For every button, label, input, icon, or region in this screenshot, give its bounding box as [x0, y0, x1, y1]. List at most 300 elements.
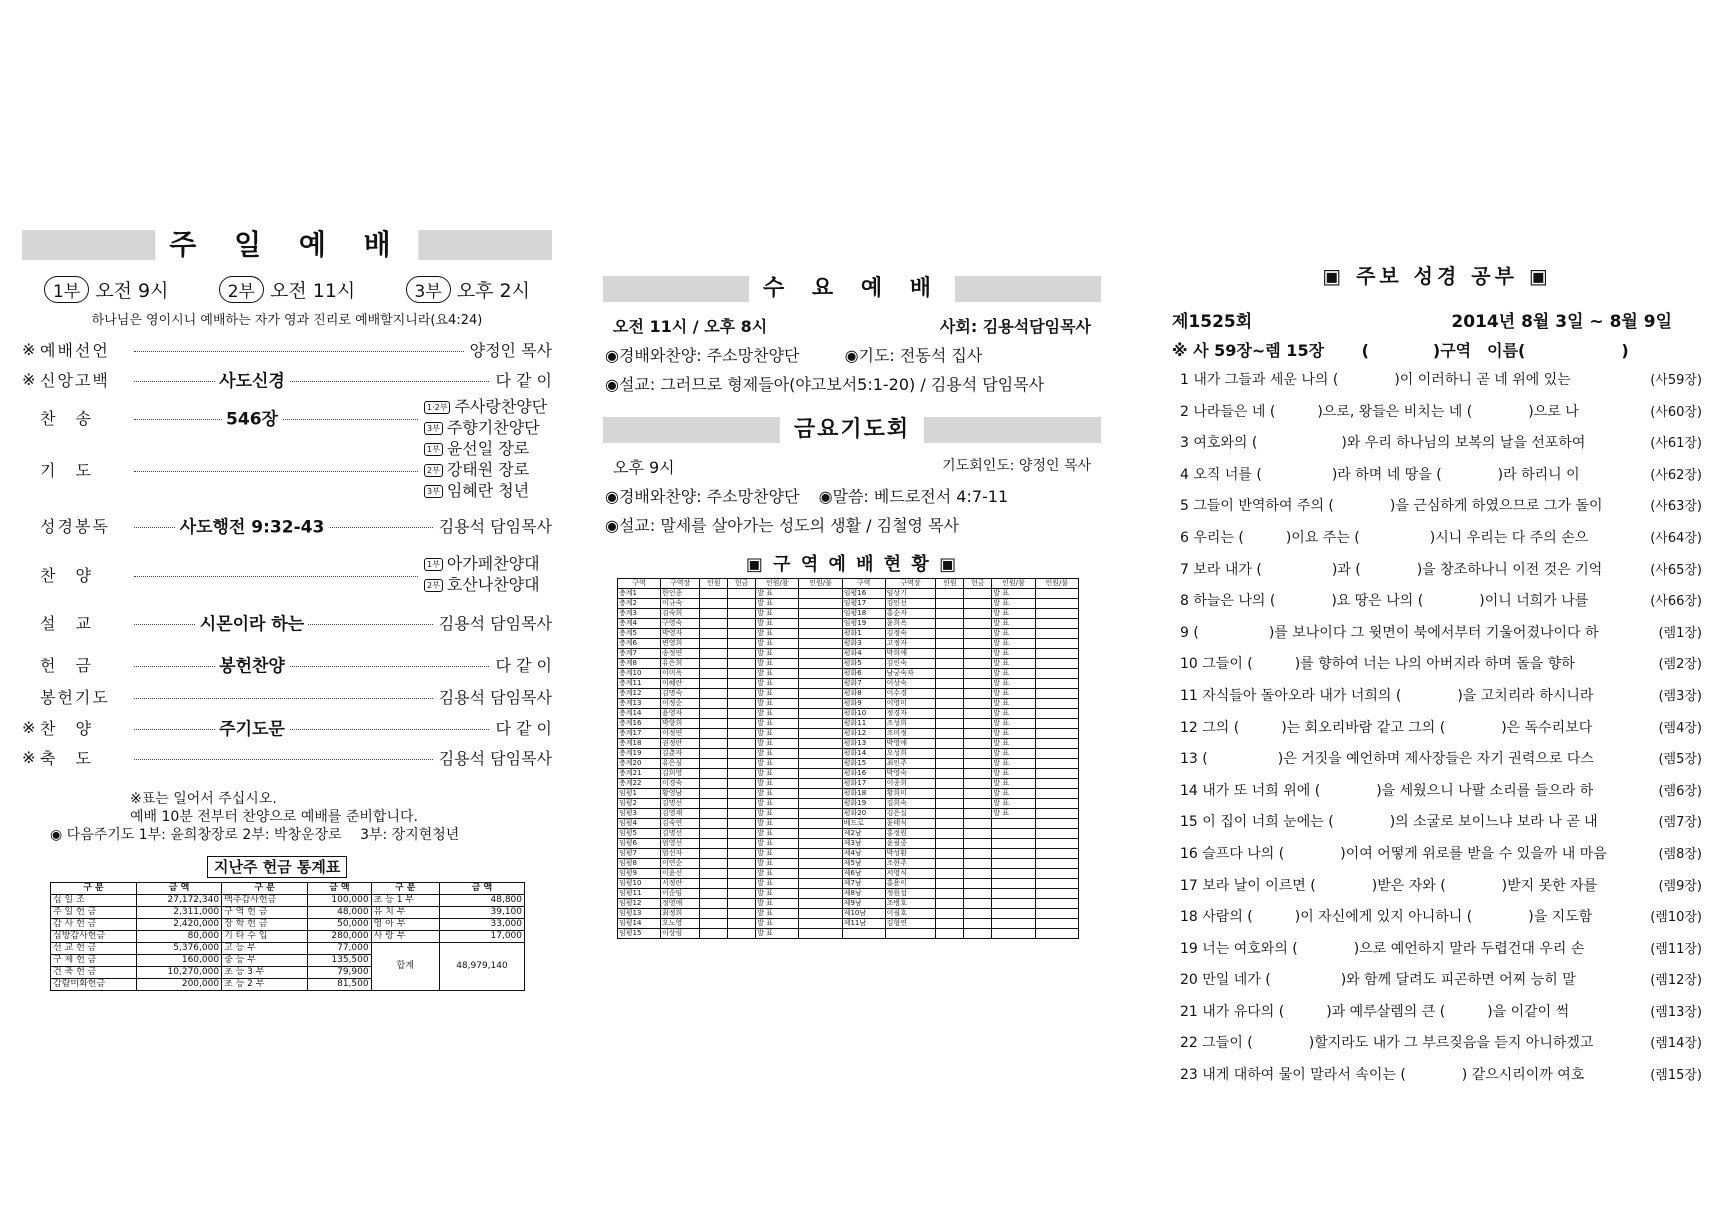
district-mark: 발 표: [756, 749, 799, 759]
district-row: [618, 629, 1079, 639]
district-offering: [728, 649, 756, 659]
district-count: [700, 719, 728, 729]
service-tag: 1부: [44, 276, 89, 303]
district-leader: 이미옥: [660, 669, 699, 679]
district-mark: 발 표: [756, 819, 799, 829]
district-offering: [964, 899, 992, 909]
question-reference: (렘5장): [1658, 752, 1702, 768]
district-count: [936, 589, 964, 599]
study-question: [1172, 491, 1702, 523]
district-count: [700, 759, 728, 769]
district-name: 충계20: [618, 759, 661, 769]
district-mark: 발 표: [992, 729, 1035, 739]
district-offering: [728, 759, 756, 769]
district-leader: 김희숙: [885, 799, 936, 809]
district-name: 임평6: [618, 839, 661, 849]
question-text: 4 오직 너를 ( )라 하며 네 땅을 ( )라 하리니 이: [1180, 466, 1580, 483]
district-leader: 김명숙: [660, 689, 699, 699]
district-header: 인원/불: [1035, 579, 1078, 589]
district-absent: [799, 599, 842, 609]
district-count: [700, 689, 728, 699]
question-text: 9 ( )를 보나이다 그 윗면이 북에서부터 기울어졌나이다 하: [1180, 624, 1599, 641]
district-offering: [964, 589, 992, 599]
note-standing: ※표는 일어서 주십시오.: [130, 791, 277, 807]
order-item-name: 성경봉독: [40, 516, 110, 536]
district-offering: [964, 679, 992, 689]
district-offering: [728, 829, 756, 839]
district-leader: 고정자: [885, 639, 936, 649]
study-question: [1172, 1060, 1702, 1092]
district-count: [936, 669, 964, 679]
district-name: 충계19: [618, 749, 661, 759]
study-question: [1172, 681, 1702, 713]
district-leader: 엄선자: [660, 849, 699, 859]
service-badge: 1·2부: [424, 401, 450, 414]
district-count: [700, 729, 728, 739]
question-reference: (렘4장): [1658, 720, 1702, 736]
district-leader: 김영재: [660, 809, 699, 819]
district-offering: [964, 839, 992, 849]
district-name: 임평4: [618, 819, 661, 829]
question-text: 15 이 집이 너희 눈에는 ( )의 소굴로 보이느냐 보라 나 곧 내: [1180, 814, 1598, 831]
question-reference: (렘12장): [1650, 973, 1702, 989]
district-offering: [728, 589, 756, 599]
district-absent: [799, 769, 842, 779]
district-absent: [1035, 729, 1078, 739]
question-reference: (사60장): [1650, 404, 1702, 420]
order-item: [22, 596, 552, 648]
district-name: 평화4: [842, 649, 885, 659]
question-text: 16 슬프다 나의 ( )이여 어떻게 위로를 받을 수 있을까 내 마음: [1180, 845, 1607, 862]
district-absent: [799, 729, 842, 739]
district-name: 평화14: [842, 749, 885, 759]
district-absent: [799, 799, 842, 809]
district-offering: [964, 749, 992, 759]
question-reference: (렘2장): [1658, 657, 1702, 673]
service-badge: 3부: [424, 485, 443, 498]
district-row: [618, 679, 1079, 689]
district-row: [618, 839, 1079, 849]
offering-row: [51, 943, 525, 955]
district-mark: 발 표: [992, 769, 1035, 779]
district-leader: 조한주: [885, 859, 936, 869]
district-leader: 홍순자: [885, 609, 936, 619]
question-reference: (렘1장): [1658, 625, 1702, 641]
offering-cell: 81,500: [308, 979, 372, 991]
district-offering: [964, 799, 992, 809]
district-leader: 정영애: [660, 899, 699, 909]
district-header: 인원: [936, 579, 964, 589]
district-count: [936, 749, 964, 759]
district-mark: [992, 919, 1035, 929]
district-absent: [1035, 819, 1078, 829]
order-item-name: 예배선언: [40, 340, 110, 360]
district-name: 충계17: [618, 729, 661, 739]
district-name: 충계12: [618, 689, 661, 699]
district-leader: 송정연: [660, 649, 699, 659]
order-item-leader: [424, 553, 552, 595]
offering-cell: 기 타 수 입: [222, 931, 308, 943]
district-row: [618, 899, 1079, 909]
district-row: [618, 859, 1079, 869]
district-offering: [964, 649, 992, 659]
district-absent: [799, 619, 842, 629]
district-absent: [799, 609, 842, 619]
district-count: [700, 859, 728, 869]
question-text: 10 그들이 ( )를 향하여 너는 나의 아버지라 하며 돌을 향하: [1180, 656, 1575, 673]
district-empty: [1035, 929, 1078, 939]
district-name: 평화6: [842, 669, 885, 679]
offering-cell: 77,000: [308, 943, 372, 955]
offering-cell: 장 학 헌 금: [222, 919, 308, 931]
order-item-name: 신앙고백: [40, 370, 110, 390]
order-item-leader: 다 같 이: [495, 718, 552, 738]
order-item-name: 기 도: [40, 460, 93, 480]
district-count: [936, 919, 964, 929]
wednesday-title-bar: [603, 276, 1101, 302]
district-offering: [964, 609, 992, 619]
offering-cell: 2,420,000: [137, 919, 222, 931]
district-row: [618, 869, 1079, 879]
district-name: 베드로: [842, 819, 885, 829]
offering-cell: 50,000: [308, 919, 372, 931]
district-offering: [964, 629, 992, 639]
district-name: 평화20: [842, 809, 885, 819]
question-text: 19 너는 여호와의 ( )으로 예언하지 말라 두렵건대 우리 손: [1180, 940, 1585, 957]
district-row: [618, 879, 1079, 889]
offering-cell: 79,900: [308, 967, 372, 979]
leader-dots: [134, 759, 433, 760]
district-header: 구역장: [885, 579, 936, 589]
district-count: [936, 879, 964, 889]
district-header: 구역: [618, 579, 661, 589]
district-name: 제8남: [842, 889, 885, 899]
study-question: [1172, 365, 1702, 397]
offering-cell: 10,270,000: [137, 967, 222, 979]
district-name: 임평2: [618, 799, 661, 809]
order-item-content: 봉헌찬양: [215, 652, 289, 677]
district-offering: [728, 679, 756, 689]
district-absent: [1035, 689, 1078, 699]
district-row: [618, 789, 1079, 799]
order-item-leader: 김용석 담임목사: [438, 516, 552, 536]
district-offering: [964, 779, 992, 789]
district-offering: [964, 919, 992, 929]
district-leader: 이필호: [885, 909, 936, 919]
district-leader: 이종희: [885, 779, 936, 789]
offering-cell: 심방감사헌금: [51, 931, 137, 943]
district-count: [700, 929, 728, 939]
district-mark: 발 표: [756, 829, 799, 839]
district-absent: [799, 889, 842, 899]
order-item-leader: 다 같 이: [495, 370, 552, 390]
district-row: [618, 889, 1079, 899]
offering-cell: 선 교 헌 금: [51, 943, 137, 955]
question-reference: (사62장): [1650, 467, 1702, 483]
offering-cell: 십 일 조: [51, 895, 137, 907]
district-row: [618, 769, 1079, 779]
friday-title: 금요기도회: [780, 415, 924, 445]
district-offering: [964, 849, 992, 859]
district-absent: [799, 719, 842, 729]
district-leader: 이연순: [660, 859, 699, 869]
district-count: [936, 869, 964, 879]
district-mark: [992, 879, 1035, 889]
district-absent: [1035, 789, 1078, 799]
district-name: 제4남: [842, 849, 885, 859]
district-mark: 발 표: [992, 599, 1035, 609]
district-leader: 최정희: [660, 909, 699, 919]
district-leader: 변영희: [660, 639, 699, 649]
district-name: 평화16: [842, 769, 885, 779]
study-question: [1172, 649, 1702, 681]
district-name: 임평15: [618, 929, 661, 939]
district-mark: 발 표: [992, 789, 1035, 799]
district-row: [618, 669, 1079, 679]
district-absent: [799, 779, 842, 789]
district-offering: [728, 789, 756, 799]
district-row: [618, 719, 1079, 729]
district-offering: [964, 599, 992, 609]
district-leader: 김명선: [660, 799, 699, 809]
question-reference: (사59장): [1650, 373, 1702, 388]
offering-cell: 17,000: [439, 931, 524, 943]
district-name: 충계7: [618, 649, 661, 659]
district-absent: [799, 839, 842, 849]
district-offering: [728, 869, 756, 879]
district-count: [936, 639, 964, 649]
district-name: 제7남: [842, 879, 885, 889]
district-absent: [799, 879, 842, 889]
district-absent: [799, 659, 842, 669]
offering-cell: 고 등 부: [222, 943, 308, 955]
district-count: [700, 739, 728, 749]
district-count: [936, 819, 964, 829]
district-absent: [799, 819, 842, 829]
district-mark: 발 표: [756, 619, 799, 629]
district-name: 평화7: [842, 679, 885, 689]
question-text: 2 나라들은 네 ( )으로, 왕들은 비치는 네 ( )으로 나: [1180, 403, 1579, 420]
study-question: [1172, 586, 1702, 618]
question-text: 13 ( )은 거짓을 예언하며 제사장들은 자기 권력으로 다스: [1180, 751, 1594, 768]
district-name: 평화17: [842, 779, 885, 789]
district-name: 임평10: [618, 879, 661, 889]
service-times: [22, 276, 552, 303]
district-mark: [992, 839, 1035, 849]
notes: [22, 790, 552, 826]
district-offering: [964, 859, 992, 869]
district-count: [700, 799, 728, 809]
friday-sermon: ◉설교: 말세를 살아가는 성도의 생활 / 김철영 목사: [605, 516, 960, 535]
district-absent: [799, 689, 842, 699]
district-name: 임평14: [618, 919, 661, 929]
district-count: [936, 759, 964, 769]
wednesday-host: 사회: 김용석담임목사: [939, 317, 1091, 336]
district-absent: [1035, 849, 1078, 859]
district-mark: 발 표: [992, 619, 1035, 629]
offering-cell: 5,376,000: [137, 943, 222, 955]
question-list: [1172, 365, 1702, 1092]
district-row: [618, 849, 1079, 859]
order-item-name: 봉헌기도: [40, 687, 110, 707]
district-leader: 한인종: [660, 589, 699, 599]
question-text: 1 내가 그들과 세운 나의 ( )이 이러하니 곧 네 위에 있는: [1180, 372, 1571, 388]
order-item-leader: [424, 438, 552, 501]
district-absent: [799, 909, 842, 919]
district-name: 임평17: [842, 599, 885, 609]
district-offering: [964, 869, 992, 879]
district-mark: 발 표: [756, 739, 799, 749]
district-row: [618, 619, 1079, 629]
question-text: 22 그들이 ( )할지라도 내가 그 부르짖음을 듣지 아니하겠고: [1180, 1035, 1594, 1052]
district-mark: 발 표: [756, 889, 799, 899]
offering-total-cell: 합계: [371, 943, 439, 991]
district-offering: [728, 819, 756, 829]
district-name: 제5남: [842, 859, 885, 869]
district-leader: 이상림: [660, 929, 699, 939]
order-item-leader: [424, 396, 552, 438]
district-offering: [728, 799, 756, 809]
question-text: 8 하늘은 나의 ( )요 땅은 나의 ( )이니 너희가 나를: [1180, 593, 1589, 610]
service-badge: 1부: [424, 558, 443, 571]
offering-header: 구 분: [371, 883, 439, 895]
stand-mark: ※: [22, 717, 36, 737]
service-time-label: 오후 2시: [456, 280, 530, 302]
study-question: [1172, 713, 1702, 745]
district-row: [618, 639, 1079, 649]
district-count: [700, 769, 728, 779]
district-absent: [799, 669, 842, 679]
district-absent: [1035, 609, 1078, 619]
offering-cell: 구 제 헌 금: [51, 955, 137, 967]
district-absent: [1035, 659, 1078, 669]
study-question: [1172, 839, 1702, 871]
district-empty: [936, 929, 964, 939]
district-offering: [964, 829, 992, 839]
district-leader: 정원섭: [885, 889, 936, 899]
district-mark: 발 표: [756, 609, 799, 619]
district-offering: [964, 709, 992, 719]
district-leader: 김춘자: [660, 749, 699, 759]
district-name: 평화11: [842, 719, 885, 729]
district-count: [936, 899, 964, 909]
district-count: [700, 789, 728, 799]
district-offering: [964, 699, 992, 709]
service-tag: 3부: [406, 276, 451, 303]
district-absent: [799, 869, 842, 879]
offering-cell: 33,000: [439, 919, 524, 931]
district-mark: 발 표: [756, 859, 799, 869]
district-mark: 발 표: [992, 749, 1035, 759]
district-absent: [1035, 719, 1078, 729]
district-offering: [728, 779, 756, 789]
leader-line: [424, 417, 552, 438]
district-mark: 발 표: [756, 699, 799, 709]
district-leader: 박향희: [660, 719, 699, 729]
week-date: 2014년 8월 3일 ~ 8월 9일: [1451, 312, 1672, 332]
wednesday-praise: ◉경배와찬양: 주소망찬양단: [605, 346, 800, 365]
district-offering: [964, 639, 992, 649]
question-reference: (렘9장): [1658, 878, 1702, 894]
order-item-leader: 김용석 담임목사: [438, 687, 552, 707]
district-name: 충계5: [618, 629, 661, 639]
district-mark: 발 표: [992, 659, 1035, 669]
stand-mark: ※: [22, 369, 36, 389]
study-question: [1172, 397, 1702, 429]
question-text: 21 내가 유다의 ( )과 예루살렘의 큰 ( )을 이같이 썩: [1180, 1003, 1570, 1020]
district-absent: [1035, 829, 1078, 839]
district-count: [700, 599, 728, 609]
service-time-3: [406, 276, 530, 303]
district-leader: 박희애: [885, 649, 936, 659]
leader-dots: [134, 698, 433, 699]
study-question: [1172, 428, 1702, 460]
district-leader: 엄영선: [660, 839, 699, 849]
offering-row: [51, 895, 525, 907]
district-absent: [1035, 759, 1078, 769]
district-row: [618, 919, 1079, 929]
district-name: 임평8: [618, 859, 661, 869]
offering-cell: 135,500: [308, 955, 372, 967]
district-name: 충계13: [618, 699, 661, 709]
district-count: [700, 609, 728, 619]
study-question: [1172, 997, 1702, 1029]
bible-study-section: [1172, 260, 1702, 1092]
district-count: [700, 649, 728, 659]
district-leader: 홍정원: [885, 829, 936, 839]
district-leader: 황희미: [885, 789, 936, 799]
district-offering: [728, 879, 756, 889]
midweek-section: [603, 276, 1101, 939]
district-name: 평화1: [842, 629, 885, 639]
order-item-leader: 김용석 담임목사: [438, 613, 552, 633]
note-prepare: 예배 10분 전부터 찬양으로 예배를 준비합니다.: [130, 809, 418, 825]
district-count: [936, 839, 964, 849]
district-mark: 발 표: [756, 879, 799, 889]
leader-line: [424, 438, 552, 459]
district-absent: [1035, 879, 1078, 889]
leader-name: 임혜란 청년: [446, 480, 530, 500]
district-offering: [728, 639, 756, 649]
order-item: [22, 498, 552, 552]
district-mark: 발 표: [992, 669, 1035, 679]
leader-dots: [134, 381, 489, 382]
district-name: 충계21: [618, 769, 661, 779]
district-count: [936, 689, 964, 699]
district-absent: [799, 749, 842, 759]
question-text: 6 우리는 ( )이요 주는 ( )시니 우리는 다 주의 손으: [1180, 529, 1589, 546]
district-row: [618, 689, 1079, 699]
study-question: [1172, 460, 1702, 492]
district-count: [700, 809, 728, 819]
offering-header: 구 분: [51, 883, 137, 895]
district-absent: [1035, 899, 1078, 909]
district-absent: [1035, 749, 1078, 759]
district-leader: 박영애: [885, 739, 936, 749]
district-count: [700, 889, 728, 899]
district-absent: [799, 649, 842, 659]
district-empty: [885, 929, 936, 939]
order-item: [22, 440, 552, 498]
district-leader: 이혜란: [660, 679, 699, 689]
district-offering: [728, 929, 756, 939]
district-offering: [728, 629, 756, 639]
district-leader: 조병호: [885, 899, 936, 909]
question-reference: (렘15장): [1650, 1068, 1702, 1084]
question-text: 11 자식들아 돌아오라 내가 너희의 ( )을 고치리라 하시니라: [1180, 687, 1594, 704]
service-badge: 3부: [424, 422, 443, 435]
district-header: 헌금: [728, 579, 756, 589]
